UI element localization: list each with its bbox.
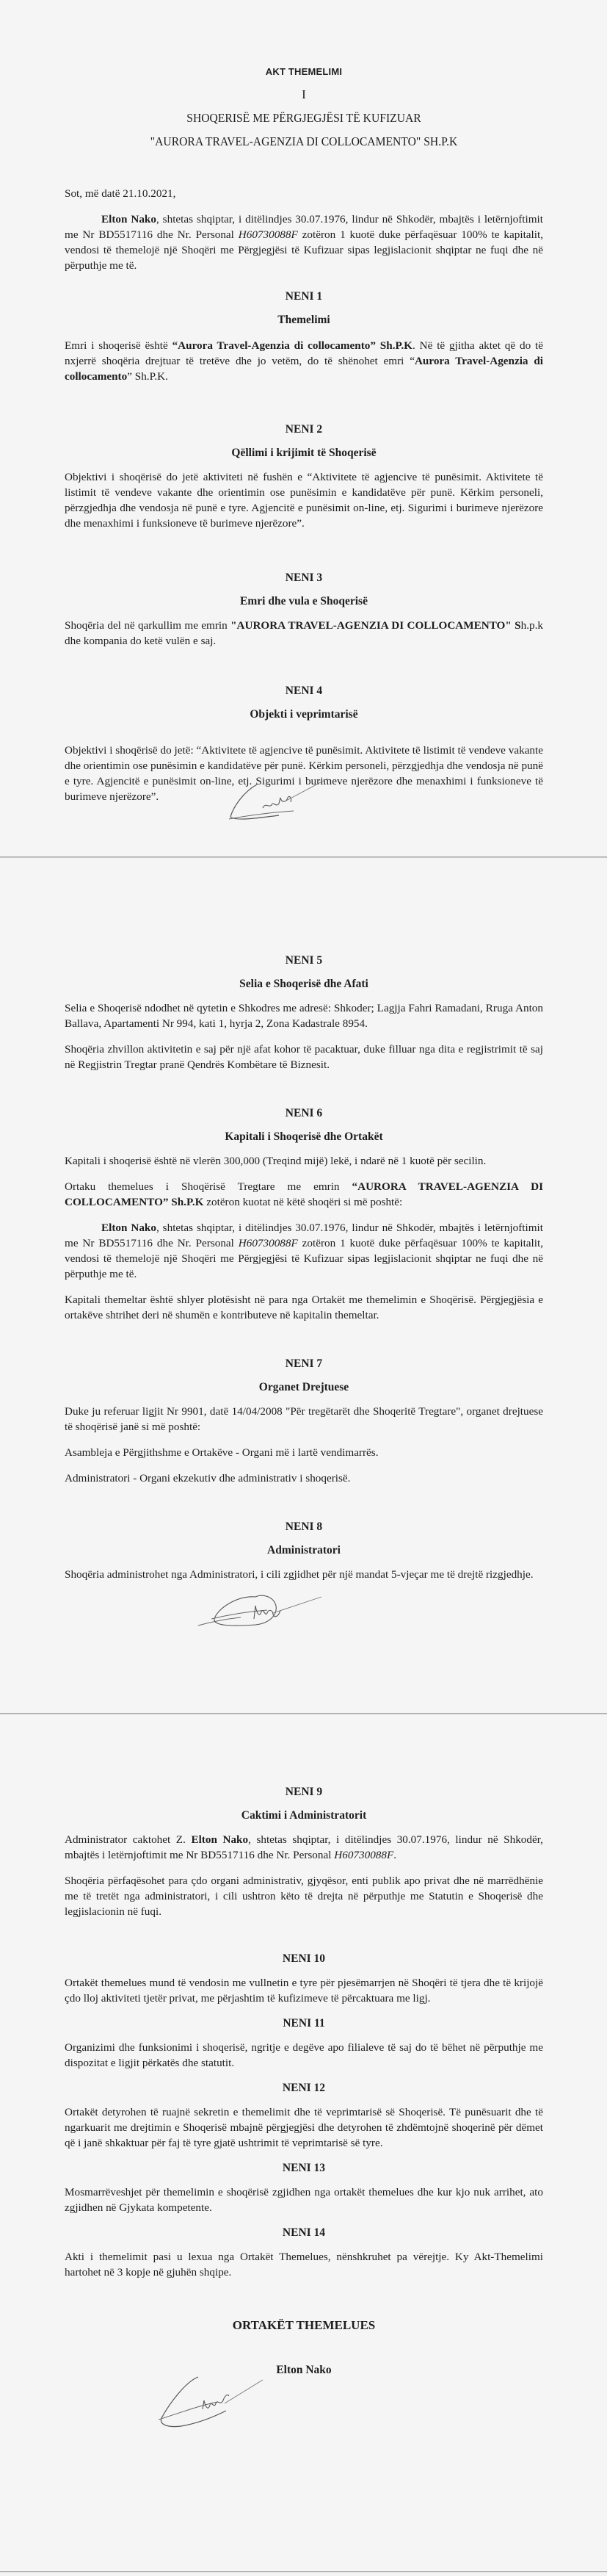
article-6-paragraph-2-part-2: zotëron kuotat në këtë shoqëri si më poshtë: <box>203 1196 403 1208</box>
article-12-text: Ortakët detyrohen të ruajnë sekretin e themelimit dhe të veprimtarisë së Shoqerisë. Të punësuarit dhe të ngarkuarit me drejtimin e Shoqerisë mbajnë përgjegjësi dhe detyrohen të zhdëmtojnë shoqerinë për dëmet që i janë shkaktuar për faj të tyre gjatë ushtrimit të veprimtarisë së tyre. <box>65 2106 543 2149</box>
article-5-paragraph-2: Shoqëria zhvillon aktivitetin e saj për një afat kohor të pacaktuar, duke filluar nga dita e regjistrimit të saj në Regjistrin Tregtar pranë Qendrës Kombëtare të Biznesit. <box>65 1043 543 1071</box>
article-7-paragraph-2: Asambleja e Përgjithshme e Ortakëve - Organi më i lartë vendimarrës. <box>65 1446 379 1459</box>
article-13-number: NENI 13 <box>282 2162 326 2174</box>
article-6-paragraph-2-part-1: Ortaku themelues i Shoqërisë Tregtare me emrin <box>65 1180 352 1193</box>
article-7-number: NENI 7 <box>285 1357 323 1370</box>
company-name-title: "AURORA TRAVEL-AGENZIA DI COLLOCAMENTO" SH.P.K <box>150 134 458 148</box>
article-9-paragraph-1-part-2: , shtetas shqiptar, i ditëlindjes 30.07.1976, lindur në Shkodër, mbajtës i letërnjoftimit me Nr BD5517116 dhe Nr. Personal <box>65 1833 543 1861</box>
signature-page-1 <box>228 779 352 830</box>
article-7-paragraph-3: Administratori - Organi ekzekutiv dhe administrativ i shoqerisë. <box>65 1472 351 1484</box>
article-9-paragraph-1 <box>65 1832 543 1863</box>
founders-title: ORTAKËT THEMELUES <box>232 2318 376 2332</box>
document-page-2 <box>0 858 607 1713</box>
article-6-paragraph-3-part-2: zotëron 1 kuotë duke përfaqësuar 100% te kapitalit, vendosi të themelojë një Shoqëri me Përgjegjësi të Kufizuar sipas legjislacionit shqiptar ne fuqi dhe në përputhje me të. <box>65 1237 543 1280</box>
document-type-title: AKT THEMELIMI <box>265 66 343 77</box>
article-5-heading: Selia e Shoqerisë dhe Afati <box>239 978 368 990</box>
article-8-text: Shoqëria administrohet nga Administratori, i cili zgjidhet për një mandat 5-vjeçar me të drejtë rizgjedhje. <box>65 1568 534 1581</box>
article-12-number: NENI 12 <box>282 2082 326 2094</box>
article-11-text: Organizimi dhe funksionimi i shoqerisë, ngritje e degëve apo filialeve të saj do të bëhet në përputhje me dispozitat e ligjit përkatës dhe statutit. <box>65 2041 543 2069</box>
article-6-number: NENI 6 <box>285 1107 323 1119</box>
document-header <box>65 66 543 149</box>
article-9-heading: Caktimi i Administratorit <box>241 1809 367 1822</box>
article-5-number: NENI 5 <box>285 954 323 967</box>
article-3-text-part-2: h.p.k dhe kompania do ketë vulën e saj. <box>65 619 543 647</box>
article-3-heading: Emri dhe vula e Shoqerisë <box>240 595 368 607</box>
handwritten-signature-icon <box>156 2374 266 2433</box>
article-2-number: NENI 2 <box>285 423 323 436</box>
article-6-paragraph-4: Kapitali themeltar është shlyer plotësisht në para nga Ortakët me themelimin e Shoqërisë. Përgjegjësia e ortakëve shtrihet deri në shumën e kontributeve në kapitalin themeltar. <box>65 1294 543 1321</box>
article-9-paragraph-1-part-3: . <box>393 1849 397 1861</box>
article-4-number: NENI 4 <box>285 685 323 697</box>
article-9-number: NENI 9 <box>285 1786 323 1798</box>
date-line: Sot, më datë 21.10.2021, <box>65 187 176 200</box>
article-9-administrator-name: Elton Nako <box>191 1833 249 1846</box>
founder-personal-number: H60730088F <box>238 228 298 241</box>
article-5-paragraph-1: Selia e Shoqerisë ndodhet në qytetin e Shkodres me adresë: Shkoder; Lagjja Fahri Ramadani, Rruga Anton Ballava, Apartamenti Nr 994, kati 1, hyrja 2, Zona Kadastrale 8954. <box>65 1002 543 1030</box>
article-3-number: NENI 3 <box>285 571 323 584</box>
article-7-paragraph-1: Duke ju referuar ligjit Nr 9901, datë 14/04/2008 "Për tregëtarët dhe Shoqeritë Tregtare", organet drejtuese të shoqërisë janë si më poshtë: <box>65 1405 543 1433</box>
article-6-paragraph-3-part-1: , shtetas shqiptar, i ditëlindjes 30.07.1976, lindur në Shkodër, mbajtës i letërnjoftimit me Nr BD5517116 dhe Nr. Personal <box>65 1222 543 1249</box>
article-9-paragraph-1-part-1: Administrator caktohet Z. <box>65 1833 192 1846</box>
document-page-3 <box>0 1714 607 2571</box>
article-1-text-part-3: ” Sh.P.K. <box>127 370 168 383</box>
page-divider <box>0 2571 607 2572</box>
article-1-text-part-1: Emri i shoqerisë është <box>65 339 172 352</box>
article-4-heading: Objekti i veprimtarisë <box>250 708 358 721</box>
article-14-number: NENI 14 <box>282 2226 326 2239</box>
article-6-company-name: “AURORA TRAVEL-AGENZIA DI COLLOCAMENTO” Sh.P.K <box>65 1180 544 1208</box>
article-2-text: Objektivi i shoqërisë do jetë aktiviteti në fushën e “Aktivitete të agjencive të punësimit. Aktivitete të listimit të vendeve vakante dhe orientimin ose punësimin e kandidatëve për punë. Kërkim personeli, përzgjedhja dhe vendosja në punë e tyre. Agjencitë e punësimit on-line, etj. Sigurimi i burimeve njerëzore dhe menaxhimi i funksioneve të burimeve njerëzore”. <box>65 471 543 530</box>
article-6-personal-number: H60730088F <box>238 1237 298 1249</box>
article-8-number: NENI 8 <box>285 1520 323 1533</box>
article-6-heading: Kapitali i Shoqerisë dhe Ortakët <box>225 1130 383 1143</box>
article-1-heading: Themelimi <box>277 314 330 326</box>
article-11-number: NENI 11 <box>283 2017 325 2030</box>
handwritten-signature-icon <box>197 1592 329 1629</box>
page-1-content <box>65 66 543 804</box>
document-title-conjunction: I <box>302 87 306 101</box>
article-6-paragraph-2 <box>65 1179 543 1210</box>
handwritten-signature-icon <box>228 779 352 830</box>
article-8-heading: Administratori <box>267 1544 341 1556</box>
article-1-number: NENI 1 <box>285 290 323 303</box>
article-13-text: Mosmarrëveshjet për themelimin e shoqërisë zgjidhen nga ortakët themelues dhe kur kjo nuk arrihet, ato zgjidhen në Gjykata kompetente. <box>65 2186 543 2214</box>
article-14-text: Akti i themelimit pasi u lexua nga Ortakët Themelues, nënshkruhet pa vërejtje. Ky Akt-Themelimi hartohet në 3 kopje në gjuhën shqipe. <box>65 2251 543 2279</box>
article-1-text <box>65 338 543 384</box>
signature-page-3 <box>156 2374 266 2433</box>
document-page-1 <box>0 0 607 856</box>
article-3-text-part-1: Shoqëria del në qarkullim me emrin <box>65 619 231 632</box>
founder-intro-paragraph <box>65 212 543 273</box>
article-10-number: NENI 10 <box>282 1952 326 1965</box>
article-6-paragraph-1: Kapitali i shoqerisë është në vlerën 300,000 (Treqind mijë) lekë, i ndarë në 1 kuotë për secilin. <box>65 1155 487 1167</box>
founder-intro-text-2: zotëron 1 kuotë duke përfaqësuar 100% te kapitalit, vendosi të themelojë një Shoqëri me Përgjegjësi të Kufizuar sipas legjislacionit shqiptar ne fuqi dhe në përputhje me të. <box>65 228 543 272</box>
founder-name: Elton Nako <box>101 213 156 226</box>
article-6-founder-name: Elton Nako <box>101 1222 156 1234</box>
article-3-company-name: "AURORA TRAVEL-AGENZIA DI COLLOCAMENTO" S <box>230 619 521 632</box>
article-10-text: Ortakët themelues mund të vendosin me vullnetin e tyre për pjesëmarrjen në Shoqëri të tjera dhe të krijojë çdo lloj aktiviteti tjetër privat, me përjashtim të kufizimeve të përcaktuara me ligj. <box>65 1977 543 2005</box>
article-1-text-part-2: . Në të gjitha aktet që do të nxjerrë shoqëria drejtuar të tretëve dhe jo vetëm, do të shënohet emri “ <box>65 339 543 367</box>
article-7-heading: Organet Drejtuese <box>258 1381 349 1393</box>
article-9-paragraph-2: Shoqëria përfaqësohet para çdo organi administrativ, gjyqësor, enti publik apo privat dhe në marrëdhënie me të tretët nga administratori, i cili ushtron këto të drejta në përputhje me Statutin e Shoqerisë dhe legjislacionin në fuqi. <box>65 1875 543 1918</box>
article-4-text: Objektivi i shoqërisë do jetë: “Aktivitete të agjencive të punësimit. Aktivitete të listimit të vendeve vakante dhe orientimin ose punësimin e kandidatëve për punë. Kërkim personeli, përzgjedhja dhe vendosja në punë e tyre. Agjencitë e punësimit on-line, etj. Sigurimi i burimeve njerëzore dhe menaxhimi i funksioneve të burimeve njerëzore”. <box>65 744 543 803</box>
article-2-heading: Qëllimi i krijimit të Shoqerisë <box>231 447 377 459</box>
founder-intro-text-1: , shtetas shqiptar, i ditëlindjes 30.07.1976, lindur në Shkodër, mbajtës i letërnjoftimit me Nr BD5517116 dhe Nr. Personal <box>65 213 543 241</box>
article-9-personal-number: H60730088F <box>334 1849 394 1861</box>
article-1-company-name-2: Aurora Travel-Agenzia di collocamento <box>65 355 543 383</box>
article-6-paragraph-3 <box>65 1220 543 1282</box>
company-type-title: SHOQERISË ME PËRGJEGJËSI TË KUFIZUAR <box>186 111 421 125</box>
page-3-content <box>65 1785 543 2377</box>
article-1-company-name: “Aurora Travel-Agenzia di collocamento” Sh.P.K <box>172 339 412 352</box>
article-3-text <box>65 618 543 649</box>
founder-signatory-name: Elton Nako <box>276 2364 332 2376</box>
page-2-content <box>65 953 543 1582</box>
signature-page-2 <box>197 1592 329 1629</box>
